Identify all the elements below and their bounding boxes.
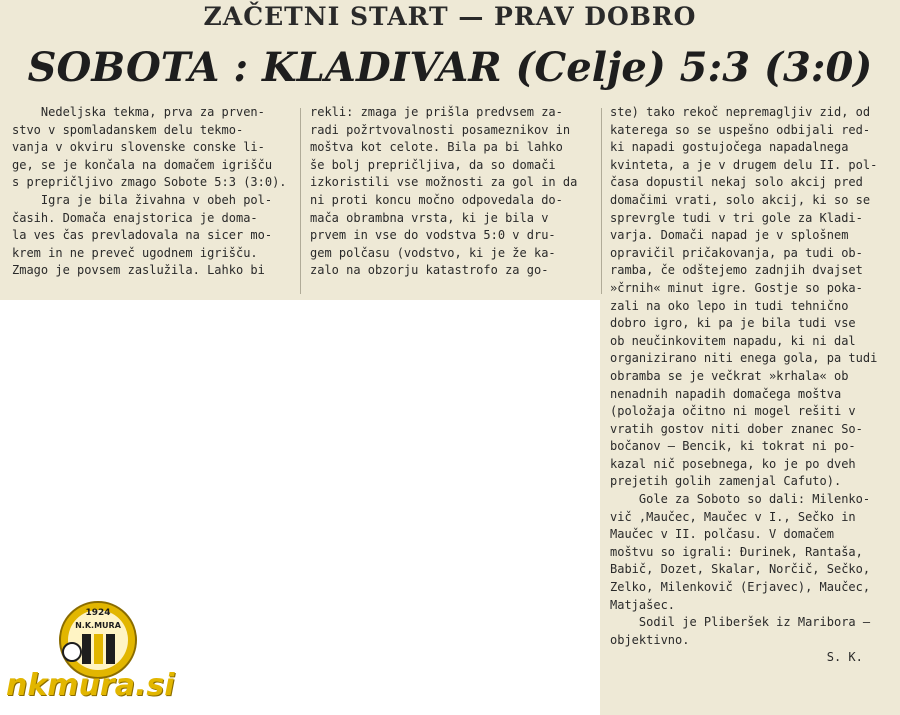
- article-line: kazal nič posebnega, ko je po dveh: [610, 456, 856, 471]
- article-line: Zelko, Milenkovič (Erjavec), Maučec,: [610, 580, 871, 595]
- article-line: bočanov — Bencik, ki tokrat ni po-: [610, 439, 856, 454]
- article-line: prejetih golih zamenjal Cafuto).: [610, 474, 842, 489]
- article-line: zali na oko lepo in tudi tehnično: [610, 298, 849, 313]
- article-line: (položaja očitno ni mogel rešiti v: [610, 404, 856, 419]
- article-column-2: [310, 104, 592, 280]
- article-line: Nedeljska tekma, prva za prven-: [12, 105, 265, 119]
- article-line: mača obrambna vrsta, ki je bila v: [310, 210, 549, 225]
- article-line: rekli: zmaga je prišla predvsem za-: [310, 105, 563, 119]
- article-line: še bolj prepričljiva, da so domači: [310, 157, 556, 172]
- column-rule: [601, 108, 602, 294]
- article-line: Babič, Dozet, Skalar, Norčič, Sečko,: [610, 562, 871, 577]
- article-line: vratih gostov niti dober znanec So-: [610, 421, 863, 436]
- crest-year: 1924: [85, 608, 111, 618]
- article-column-3: [610, 104, 892, 667]
- article-line: objektivno.: [610, 632, 690, 647]
- article-line: opravičil pričakovanja, pa tudi ob-: [610, 245, 863, 260]
- article-line: radi požrtvovalnosti posameznikov in: [310, 122, 571, 137]
- article-line: krem in ne preveč ugodnem igrišču.: [12, 245, 258, 260]
- article-line: la ves čas prevladovala na sicer mo-: [12, 228, 273, 243]
- article-line: časa dopustil nekaj solo akcij pred: [610, 175, 863, 190]
- article-line: kvinteta, a je v drugem delu II. pol-: [610, 157, 878, 172]
- article-line: gem polčasu (vodstvo, ki je že ka-: [310, 245, 556, 260]
- article-line: nenadnih napadih domačega moštva: [610, 386, 842, 401]
- article-line: Matjašec.: [610, 597, 676, 612]
- article-line: moštvu so igrali: Đurinek, Rantaša,: [610, 544, 863, 559]
- article-line: moštva kot celote. Bila pa bi lahko: [310, 140, 563, 155]
- article-line: prvem in vse do vodstva 5:0 v dru-: [310, 228, 556, 243]
- article-line: Sodil je Pliberšek iz Maribora —: [610, 615, 871, 630]
- article-line: ge, se je končala na domačem igrišču: [12, 157, 273, 172]
- article-line: vanja v okviru slovenske conske li-: [12, 140, 265, 155]
- article-line: varja. Domači napad je v splošnem: [610, 228, 849, 243]
- article-line: s prepričljivo zmago Sobote 5:3 (3:0).: [12, 175, 287, 190]
- article-headline: SOBOTA : KLADIVAR (Celje) 5:3 (3:0): [27, 44, 873, 91]
- article-line: ni proti koncu močno odpovedala do-: [310, 192, 563, 207]
- article-column-1: [12, 104, 290, 280]
- article-line: vič ,Maučec, Maučec v I., Sečko in: [610, 509, 856, 524]
- article-line: katerega so se uspešno odbijali red-: [610, 122, 871, 137]
- article-line: »črnih« minut igre. Gostje so poka-: [610, 280, 863, 295]
- column-rule: [300, 108, 301, 294]
- article-line: časih. Domača enajstorica je doma-: [12, 210, 258, 225]
- article-line: obramba se je večkrat »krhala« ob: [610, 368, 849, 383]
- article-line: dobro igro, ki pa je bila tudi vse: [610, 316, 856, 331]
- article-line: ste) tako rekoč nepremagljiv zid, od: [610, 105, 871, 119]
- article-kicker: ZAČETNI START — PRAV DOBRO: [203, 2, 697, 31]
- article-line: ki napadi gostujočega napadalnega: [610, 140, 849, 155]
- site-wordmark: nkmura.si: [6, 668, 175, 703]
- article-line: izkoristili vse možnosti za gol in da: [310, 175, 578, 190]
- article-line: Zmago je povsem zaslužila. Lahko bi: [12, 263, 265, 278]
- article-line: S. K.: [610, 650, 863, 665]
- article-line: zalo na obzorju katastrofo za go-: [310, 263, 549, 278]
- article-line: Gole za Soboto so dali: Milenko-: [610, 492, 871, 507]
- article-line: organizirano niti enega gola, pa tudi: [610, 351, 878, 366]
- article-line: sprevrgle tudi v tri gole za Kladi-: [610, 210, 863, 225]
- article-line: Igra je bila živahna v obeh pol-: [12, 192, 273, 207]
- article-line: ob neučinkovitem napadu, ki ni dal: [610, 333, 856, 348]
- article-line: ramba, če odštejemo zadnjih dvajset: [610, 263, 863, 278]
- article-line: stvo v spomladanskem delu tekmo-: [12, 122, 244, 137]
- crest-club-name: N.K.MURA: [75, 621, 121, 630]
- article-line: domačimi vrati, solo akcij, ki so se: [610, 192, 871, 207]
- article-line: Maučec v II. polčasu. V domačem: [610, 527, 834, 542]
